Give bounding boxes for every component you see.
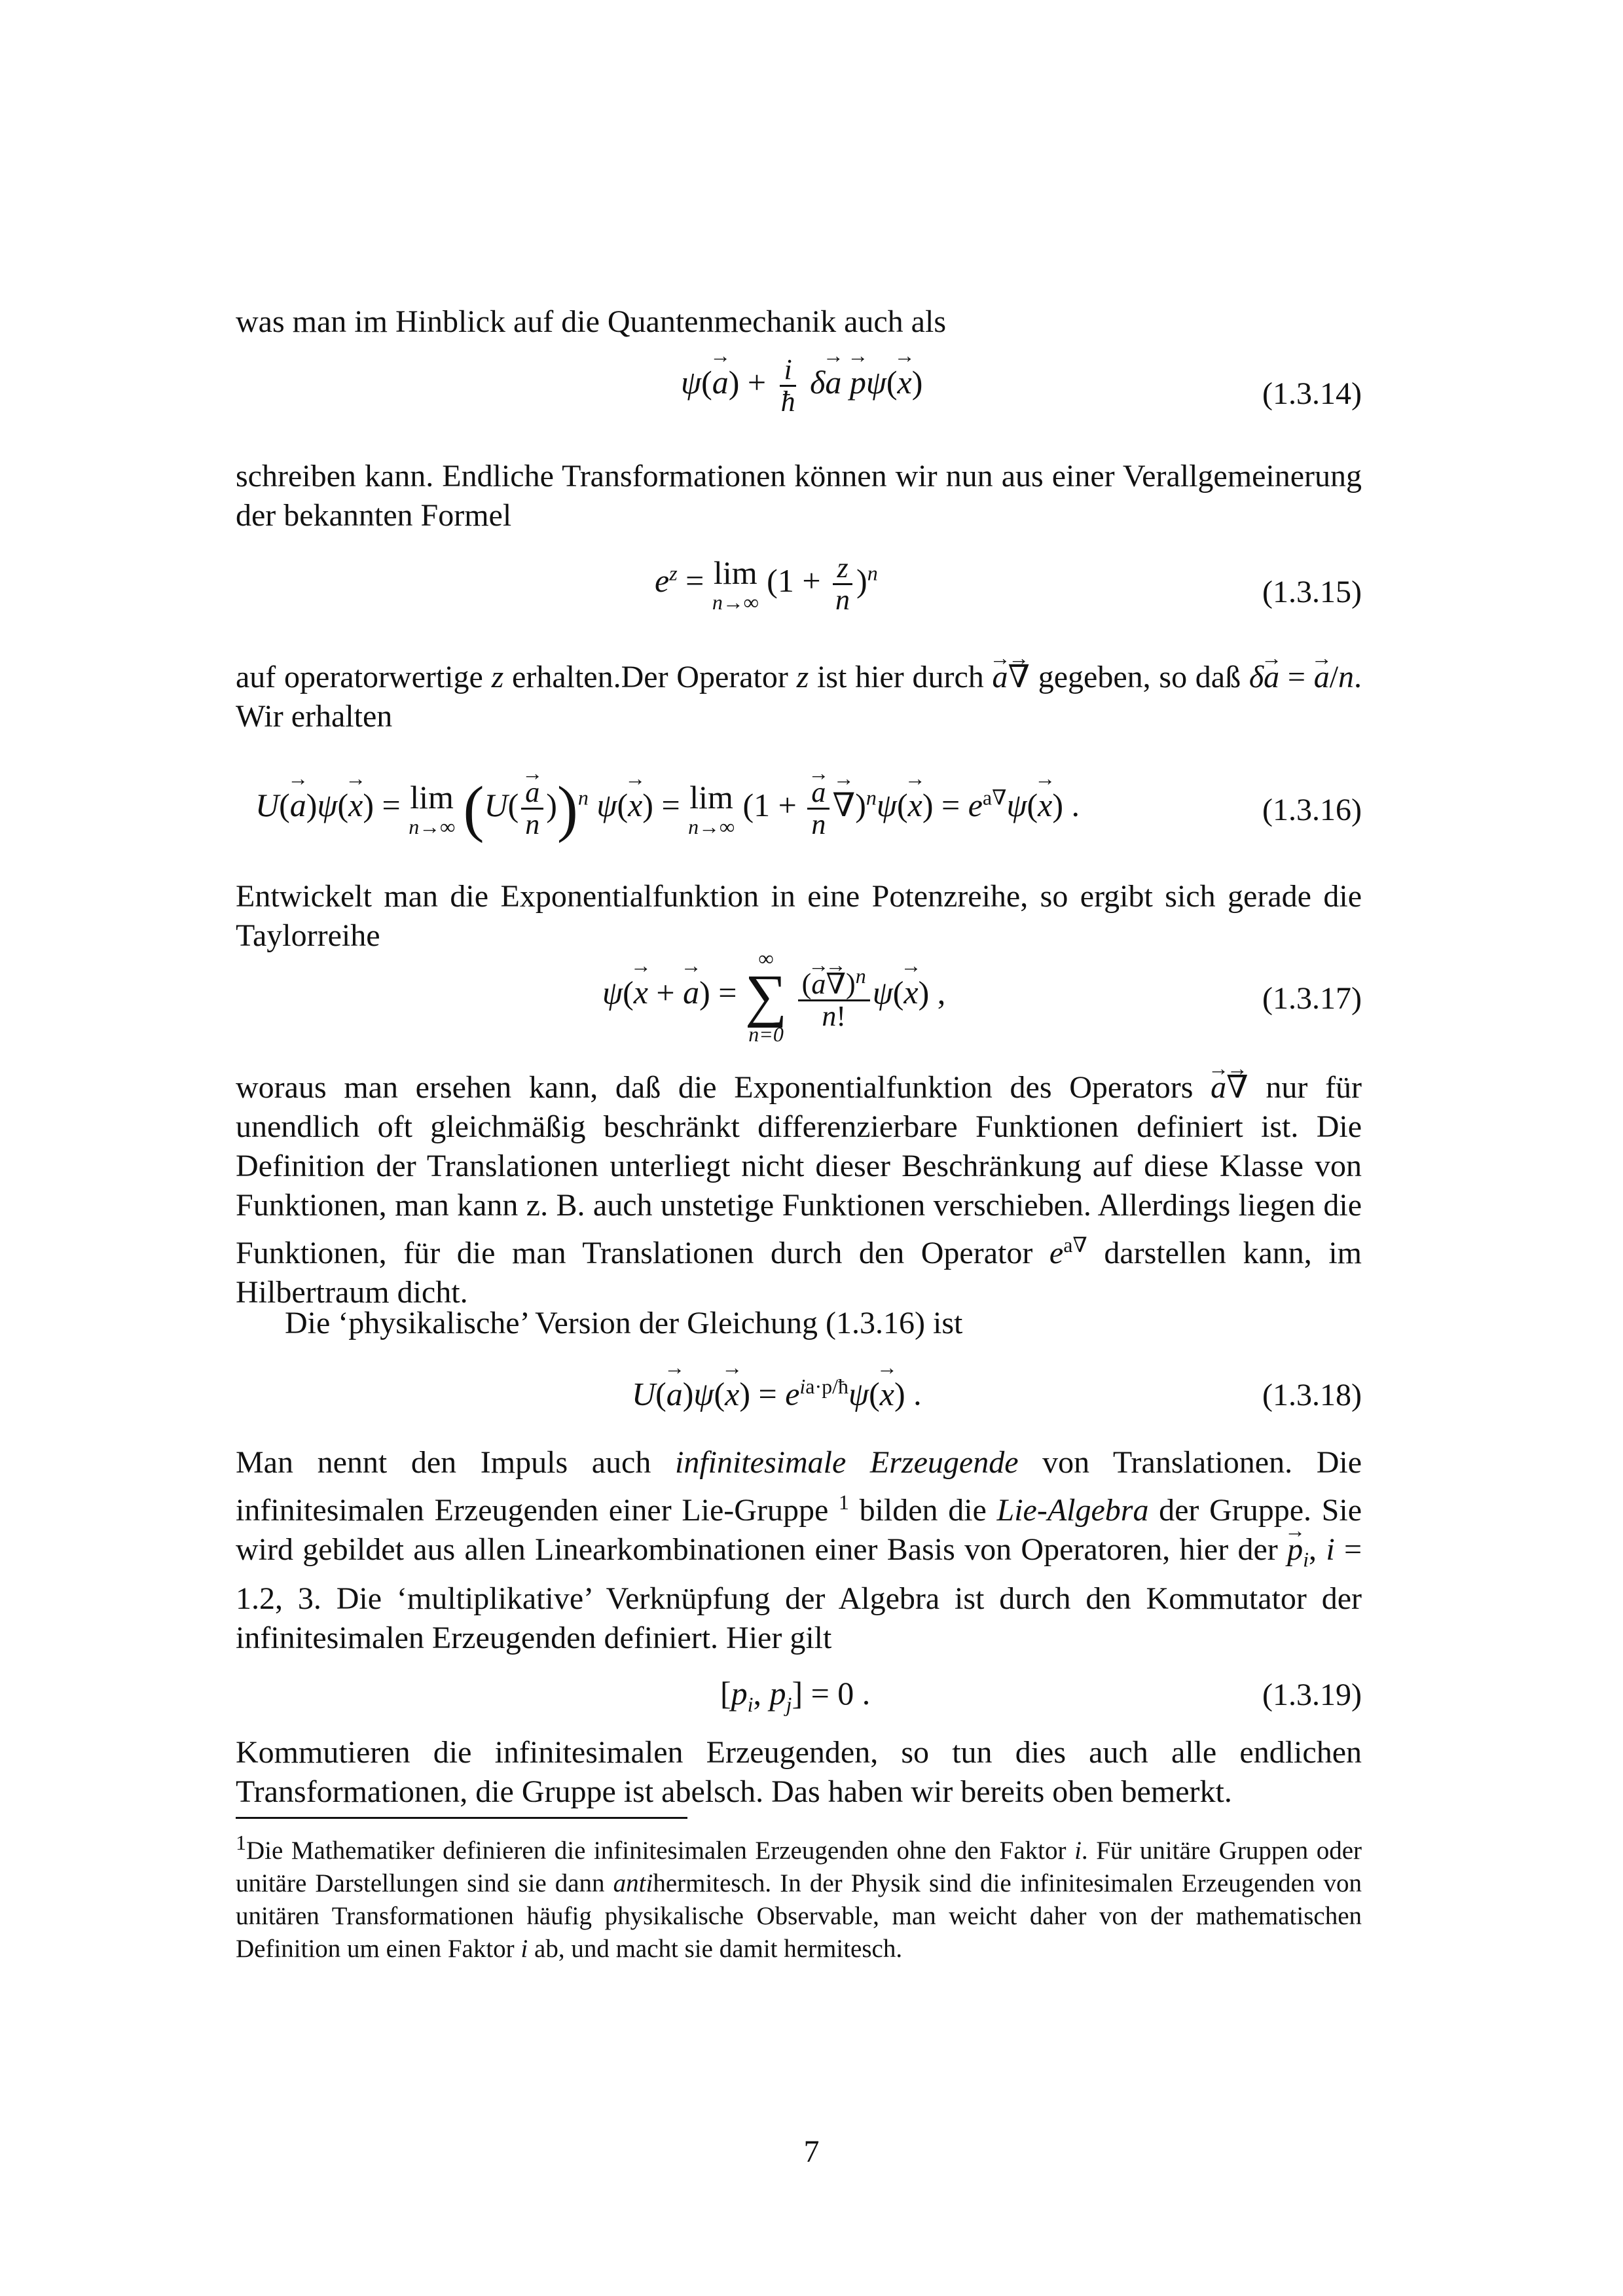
equation-1-3-14: ψ(a →) + $\frac{i}{ħ}$ δa → p →ψ(x →) (1.3.14) — [236, 355, 1362, 427]
paragraph-operatorwertig: auf operatorwertige z erhalten.Der Operator z ist hier durch a →∇ → gegeben, so daß δa → = a →/n. Wir erhalten — [236, 658, 1362, 736]
equation-1-3-16: U(a →)ψ(x →) = lim n→∞ (U( $\frac{a \to}{n}$ ))$^n$ ψ(x →) = lim n→∞ (1 + $\frac{a \to}{n}$ ∇ →)$^n$ψ(x →) = $e^{a\nabla}\psi(x$ →) . (1.3.16) — [236, 764, 1362, 856]
page-number: 7 — [803, 2134, 820, 2169]
equation-1-3-15: $e^z$ = lim n→∞ (1 + $\frac{z}{n}$ )$^n$ (1.3.15) — [655, 552, 1362, 616]
paragraph-endliche: schreiben kann. Endliche Transformationen können wir nun aus einer Verallgemeinerung der bekannten Formel — [236, 459, 1362, 533]
equation-1-3-17: ψ(x → + a →) = ∞ ∑ n=0 $\frac{(a \to\nabla \to)^n}{n!}$ ψ(x →) , (1.3.17) — [236, 948, 1362, 1052]
footnote-rule — [236, 1817, 687, 1819]
paragraph-intro: was man im Hinblick auf die Quantenmechanik auch als — [236, 304, 946, 339]
equation-number: (1.3.18) — [1262, 1378, 1362, 1412]
equation-number: (1.3.14) — [1262, 376, 1362, 411]
footnote-number: 1 — [236, 1831, 246, 1854]
paragraph-physikalisch: Die ‘physikalische’ Version der Gleichung (1.3.16) ist — [285, 1306, 963, 1340]
paragraph-kommutieren: Kommutieren die infinitesimalen Erzeugenden, so tun dies auch alle endlichen Transformationen, die Gruppe ist abelsch. Das haben wir bereits oben bemerkt. — [236, 1735, 1362, 1809]
equation-number: (1.3.17) — [1262, 981, 1362, 1016]
paragraph-impuls: Man nennt den Impuls auch infinitesimale Erzeugende von Translationen. Die infinitesimalen Erzeugenden einer Lie-Gruppe $^1$ bilden die Lie-Algebra der Gruppe. Sie wird gebildet aus allen Linearkombinationen einer Basis von Operatoren, hier der $p \to_i$, i = 1.2, 3. Die ‘multiplikative’ Verknüpfung der Algebra ist durch den Kommutator der infinitesimalen Erzeugenden definiert. Hier gilt — [236, 1443, 1362, 1658]
paragraph-entwickelt: Entwickelt man die Exponentialfunktion in eine Potenzreihe, so ergibt sich gerade die Taylorreihe — [236, 879, 1362, 953]
equation-1-3-19: [$p_i$, $p_j] = 0$ . (1.3.19) — [720, 1675, 1362, 1716]
equation-number: (1.3.16) — [1262, 793, 1362, 827]
equation-1-3-18: U(a →)ψ(x →) = $e^{ia\cdot p/ħ}\psi(x$ →) . (1.3.18) — [236, 1368, 1362, 1440]
equation-number: (1.3.15) — [1262, 575, 1362, 609]
paragraph-woraus: woraus man ersehen kann, daß die Exponentialfunktion des Operators a →∇ → nur für unendlich oft gleichmäßig beschränkt differenzierbare Funktionen definiert ist. Die Definition der Translationen unterliegt nicht dieser Beschränkung auf diese Klasse von Funktionen, man kann z. B. auch unstetige Funktionen verschieben. Allerdings liegen die Funktionen, für die man Translationen durch den Operator $e^{a\nabla}$ darstellen kann, im Hilbertraum dicht. — [236, 1068, 1362, 1312]
footnote-marker[interactable]: 1 — [838, 1490, 849, 1514]
equation-number: (1.3.19) — [1262, 1677, 1362, 1712]
footnote: $^1$Die Mathematiker definieren die infinitesimalen Erzeugenden ohne den Faktor i. Für unitäre Gruppen oder unitäre Darstellungen sind sie dann antihermitesch. In der Physik sind die infinitesimalen Erzeugenden von unitären Transformationen häufig physikalische Observable, man weicht daher von der mathematischen Definition um einen Faktor i ab, und macht sie damit hermitesch. — [236, 1831, 1362, 1963]
